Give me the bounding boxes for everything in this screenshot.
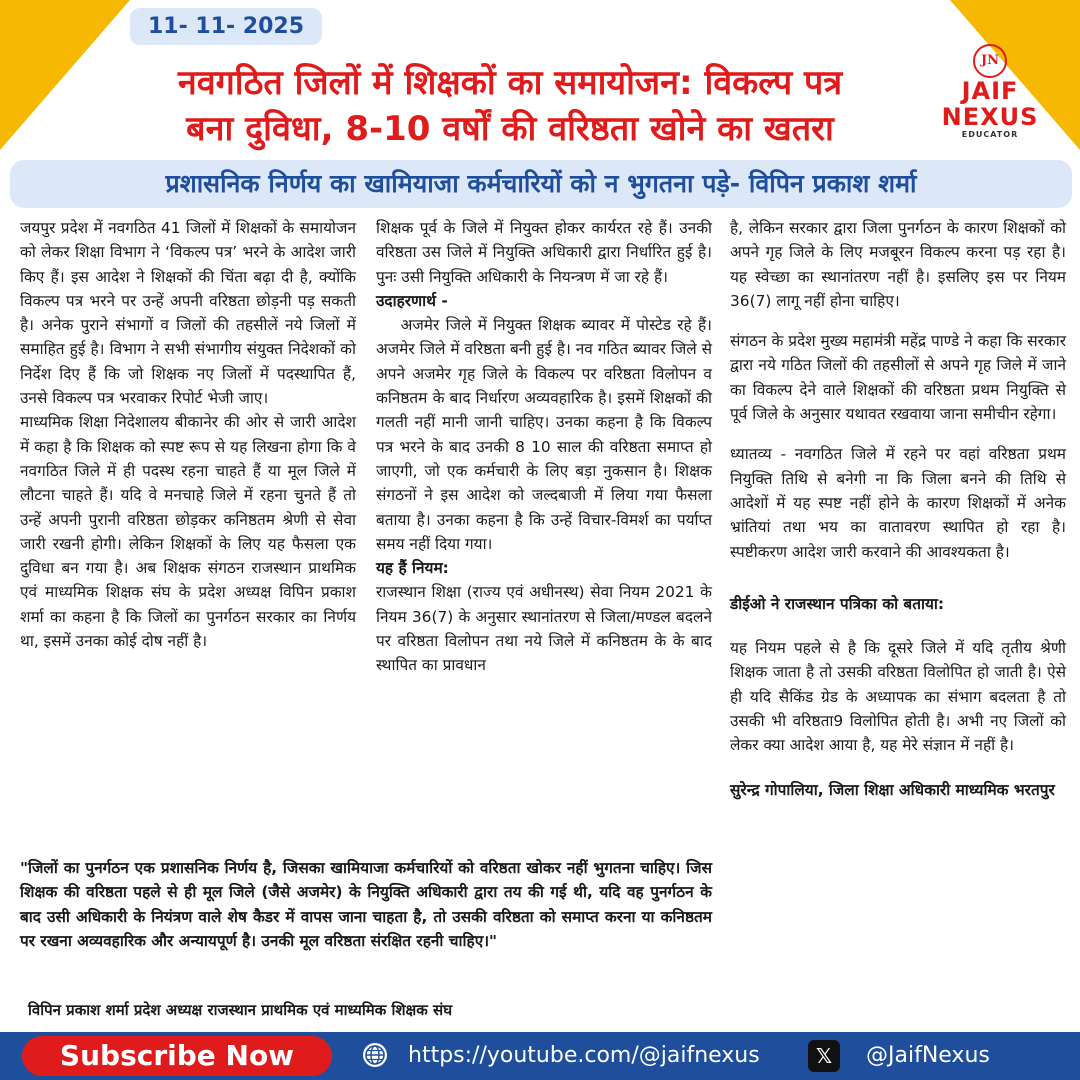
article-column-1 <box>20 216 356 653</box>
logo-text-line-1: JAIF <box>961 77 1019 105</box>
youtube-link[interactable]: https://youtube.com/@jaifnexus <box>408 1043 760 1068</box>
paragraph: जयपुर प्रदेश में नवगठित 41 जिलों में शिक्षकों के समायोजन को लेकर शिक्षा विभाग ने ‘विकल्प पत्र’ भरने के आदेश जारी किए हैं। इस आदेश ने शिक्षकों की चिंता बढ़ा दी है, क्योंकि विकल्प पत्र भरने पर उन्हें अपनी वरिष्ठता छोड़नी पड़ सकती है। अनेक पुराने संभागों व जिलों की तहसीलें नये जिलों में समाहित हुई है। विभाग ने सभी संभागीय संयुक्त निदेशकों को निर्देश दिए हैं कि जो शिक्षक नए जिलों में पदस्थापित हैं, उनसे विकल्प पत्र भरवाकर रिपोर्ट भेजी जाए। <box>20 219 356 408</box>
deo-signature: सुरेन्द्र गोपालिया, जिला शिक्षा अधिकारी माध्यमिक भरतपुर <box>730 780 1055 799</box>
article-column-2 <box>376 216 712 678</box>
subscribe-button[interactable]: Subscribe Now <box>22 1036 332 1076</box>
headline-line-2: बना दुविधा, 8-10 वर्षों की वरिष्ठता खोने का खतरा <box>186 109 834 149</box>
logo-subtitle: EDUCATOR <box>961 130 1019 139</box>
spacer <box>730 426 1066 442</box>
headline-line-1: नवगठित जिलों में शिक्षकों का समायोजन: विकल्प पत्र <box>177 63 843 103</box>
paragraph: शिक्षक पूर्व के जिले में नियुक्त होकर कार्यरत रहे हैं। उनकी वरिष्ठता उस जिले में नियुक्ति अधिकारी द्वारा निर्धारित हुई है। पुनः उसी नियुक्ति अधिकारी के नियन्त्रण में जा रहे हैं। <box>376 219 712 286</box>
spacer <box>730 616 1066 636</box>
footer-bar <box>0 1032 1080 1080</box>
spacer <box>730 313 1066 329</box>
pull-quote: "जिलों का पुनर्गठन एक प्रशासनिक निर्णय है, जिसका खामियाजा कर्मचारियों को वरिष्ठता खोकर नहीं भुगतना चाहिए। जिस शिक्षक की वरिष्ठता पहले से ही मूल जिले (जैसे अजमेर) के नियुक्ति अधिकारी द्वारा तय की गई थी, यदि वह पुनर्गठन के बाद उसी अधिकारी के नियंत्रण वाले शेष कैडर में वापस जाना चाहता है, तो उसकी वरिष्ठता को समाप्त करना या कनिष्ठतम पर रखना अव्यवहारिक और अन्यायपूर्ण है। उनकी मूल वरिष्ठता संरक्षित रहनी चाहिए।" <box>20 859 712 950</box>
paragraph: ध्यातव्य - नवगठित जिले में रहने पर वहां वरिष्ठता प्रथम नियुक्ति तिथि से बनेगी ना कि जिला बनने की तिथि से आदेशों में यह स्पष्ट नहीं होने के कारण शिक्षकों में अनेक भ्रांतियां तथा भय का वातावरण स्थापित हो रहा है। स्पष्टीकरण आदेश जारी करवाने की आवश्यकता है। <box>730 445 1066 561</box>
paragraph: माध्यमिक शिक्षा निदेशालय बीकानेर की ओर से जारी आदेश में कहा है कि शिक्षक को स्पष्ट रूप से यह लिखना होगा कि वे नवगठित जिले में ही पदस्थ रहना चाहते हैं या मूल जिले में लौटना चाहते हैं। यदि वे मनचाहे जिले में रहना चुनते हैं तो उन्हें अपनी पुरानी वरिष्ठता छोड़कर कनिष्ठतम श्रेणी से सेवा जारी रखनी होगी। लेकिन शिक्षकों के लिए यह फैसला एक दुविधा बन गया है। अब शिक्षक संगठन राजस्थान प्राथमिक एवं माध्यमिक शिक्षक संघ के प्रदेश अध्यक्ष विपिन प्रकाश शर्मा का कहना है कि जिलों का पुनर्गठन सरकार का निर्णय था, इसमें उनका कोई दोष नहीं है। <box>20 413 356 651</box>
x-handle-link[interactable]: @JaifNexus <box>866 1043 990 1068</box>
date-badge: 11- 11- 2025 <box>130 8 322 45</box>
example-heading: उदाहरणार्थ - <box>376 291 448 310</box>
jaif-nexus-logo <box>930 44 1050 139</box>
spacer <box>730 564 1066 592</box>
pull-quote-attribution: विपिन प्रकाश शर्मा प्रदेश अध्यक्ष राजस्थान प्राथमिक एवं माध्यमिक शिक्षक संघ <box>28 1001 453 1019</box>
subheadline: प्रशासनिक निर्णय का खामियाजा कर्मचारियों को न भुगतना पड़े- विपिन प्रकाश शर्मा <box>10 160 1072 208</box>
logo-text-line-2: NEXUS <box>941 103 1039 131</box>
deo-heading: डीईओ ने राजस्थान पत्रिका को बताया: <box>730 594 945 613</box>
x-logo-icon[interactable]: 𝕏 <box>808 1040 840 1072</box>
paragraph: है, लेकिन सरकार द्वारा जिला पुनर्गठन के कारण शिक्षकों को अपने गृह जिले के लिए मजबूरन विकल्प करना पड़ रहा है। यह स्वेच्छा का स्थानांतरण नहीं है। इसलिए इस पर नियम 36(7) लागू नहीं होना चाहिए। <box>730 219 1066 310</box>
article-column-3 <box>730 216 1066 802</box>
rules-heading: यह हैं नियम: <box>376 559 449 578</box>
paragraph: अजमेर जिले में नियुक्त शिक्षक ब्यावर में पोस्टेड रहे हैं। अजमेर जिले में वरिष्ठता बनी हुई है। नव गठित ब्यावर जिले से अपने अजमेर गृह जिले के विकल्प पर वरिष्ठता विलोपन व कनिष्ठतम के बाद निर्धारण अव्यवहारिक है। इसमें शिक्षकों की गलती नहीं मानी जानी चाहिए। उनका कहना है कि विकल्प पत्र भरने के बाद उनकी 8 10 साल की वरिष्ठता समाप्त हो जाएगी, जो एक कर्मचारी के लिए बड़ा नुकसान है। शिक्षक संगठनों ने इस आदेश को जल्दबाजी में लिया गया फैसला बताया है। उनका कहना है कि उन्हें विचार-विमर्श का पर्याप्त समय नहीं दिया गया। <box>376 316 712 553</box>
paragraph: राजस्थान शिक्षा (राज्य एवं अधीनस्थ) सेवा नियम 2021 के नियम 36(7) के अनुसार स्थानांतरण से जिला/मण्डल बदलने पर वरिष्ठता विलोपन तथा नये जिले में कनिष्ठतम के के बाद स्थापित का प्रावधान <box>376 583 712 675</box>
spacer <box>730 758 1066 778</box>
headline <box>80 60 940 152</box>
logo-monogram-icon: JN <box>973 44 1007 78</box>
paragraph: यह नियम पहले से है कि दूसरे जिले में यदि तृतीय श्रेणी शिक्षक जाता है तो उसकी वरिष्ठता विलोपित हो जाती है। ऐसे ही यदि सैकिंड ग्रेड के अध्यापक का संभाग बदलता है तो उसकी भी वरिष्ठता9 विलोपित होती है। अभी नए जिलों को लेकर क्या आदेश आया है, यह मेरे संज्ञान में नहीं है। <box>730 639 1066 755</box>
globe-icon <box>362 1042 388 1068</box>
paragraph: संगठन के प्रदेश मुख्य महामंत्री महेंद्र पाण्डे ने कहा कि सरकार द्वारा नये गठित जिलों की तहसीलों से अपने गृह जिले में जाने का विकल्प देने वाले शिक्षकों की वरिष्ठता प्रथम नियुक्ति से पूर्व जिले के अनुसार यथावत रखवाया जाना समीचीन रहेगा। <box>730 332 1066 424</box>
